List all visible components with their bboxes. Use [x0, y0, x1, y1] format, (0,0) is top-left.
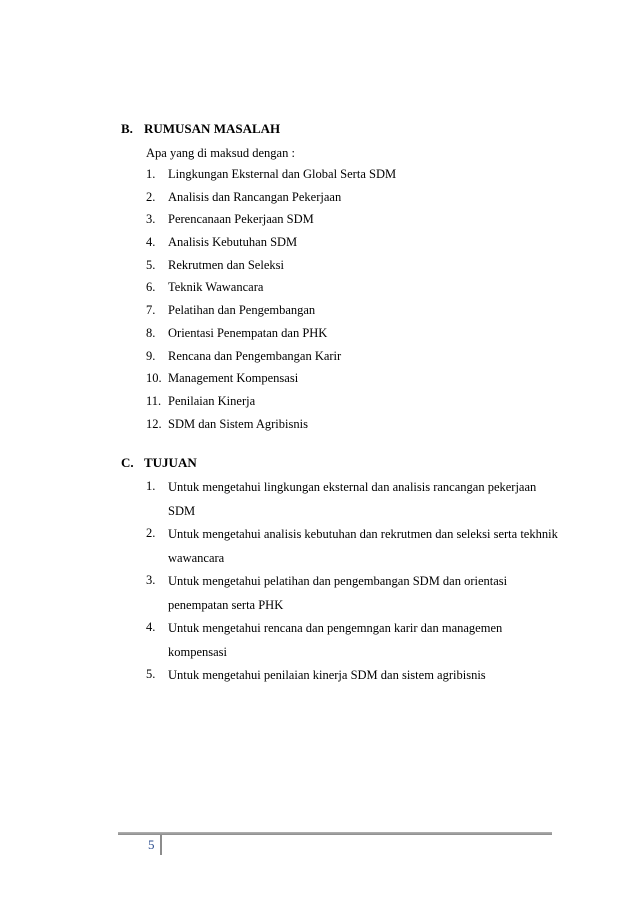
list-number: 3. — [146, 212, 156, 227]
list-number: 12. — [146, 416, 162, 431]
page-number: 5 — [148, 837, 155, 852]
section-b-heading — [121, 121, 280, 137]
list-number: 5. — [146, 667, 156, 681]
list-text: Untuk mengetahui pelatihan dan pengembangan SDM dan orientasi penempatan serta PHK — [168, 574, 508, 612]
list-number: 8. — [146, 325, 156, 340]
list-text: Untuk mengetahui analisis kebutuhan dan rekrutmen dan seleksi serta tekhnik wawancara — [168, 527, 558, 565]
list-text: Perencanaan Pekerjaan SDM — [168, 212, 314, 227]
list-text: Pelatihan dan Pengembangan — [168, 303, 316, 318]
section-b-intro: Apa yang di maksud dengan : — [146, 146, 295, 160]
list-text: SDM dan Sistem Agribisnis — [168, 416, 308, 431]
section-b-title: RUMUSAN MASALAH — [144, 121, 281, 136]
list-number: 1. — [146, 479, 156, 493]
list-number: 3. — [146, 573, 156, 587]
list-text: Teknik Wawancara — [168, 280, 264, 295]
list-text: Untuk mengetahui penilaian kinerja SDM dan sistem agribisnis — [168, 668, 486, 682]
list-number: 5. — [146, 257, 156, 272]
footer-rule — [118, 832, 552, 835]
list-text: Rencana dan Pengembangan Karir — [168, 348, 342, 363]
list-text: Management Kompensasi — [168, 371, 299, 386]
page-number-divider — [160, 835, 162, 855]
list-number: 10. — [146, 371, 162, 386]
list-number: 11. — [146, 393, 162, 408]
list-text: Penilaian Kinerja — [168, 393, 256, 408]
list-text: Lingkungan Eksternal dan Global Serta SDM — [168, 167, 397, 181]
list-text: Analisis Kebutuhan SDM — [168, 235, 298, 250]
list-number: 4. — [146, 620, 156, 634]
list-number: 2. — [146, 189, 156, 204]
list-text: Rekrutmen dan Seleksi — [168, 257, 284, 272]
section-b-letter: B. — [121, 121, 133, 136]
list-number: 6. — [146, 280, 156, 295]
section-c-title: TUJUAN — [144, 455, 197, 470]
list-number: 1. — [146, 167, 156, 181]
list-text: Untuk mengetahui rencana dan pengemngan karir dan managemen kompensasi — [168, 621, 503, 659]
list-number: 4. — [146, 235, 156, 250]
section-c-letter: C. — [121, 455, 134, 470]
list-text: Analisis dan Rancangan Pekerjaan — [168, 189, 342, 204]
list-text: Orientasi Penempatan dan PHK — [168, 325, 328, 340]
list-number: 7. — [146, 303, 156, 318]
list-number: 9. — [146, 348, 156, 363]
list-number: 2. — [146, 526, 156, 540]
section-c-heading — [121, 455, 197, 471]
list-text: Untuk mengetahui lingkungan eksternal dan analisis rancangan pekerjaan SDM — [168, 480, 537, 518]
